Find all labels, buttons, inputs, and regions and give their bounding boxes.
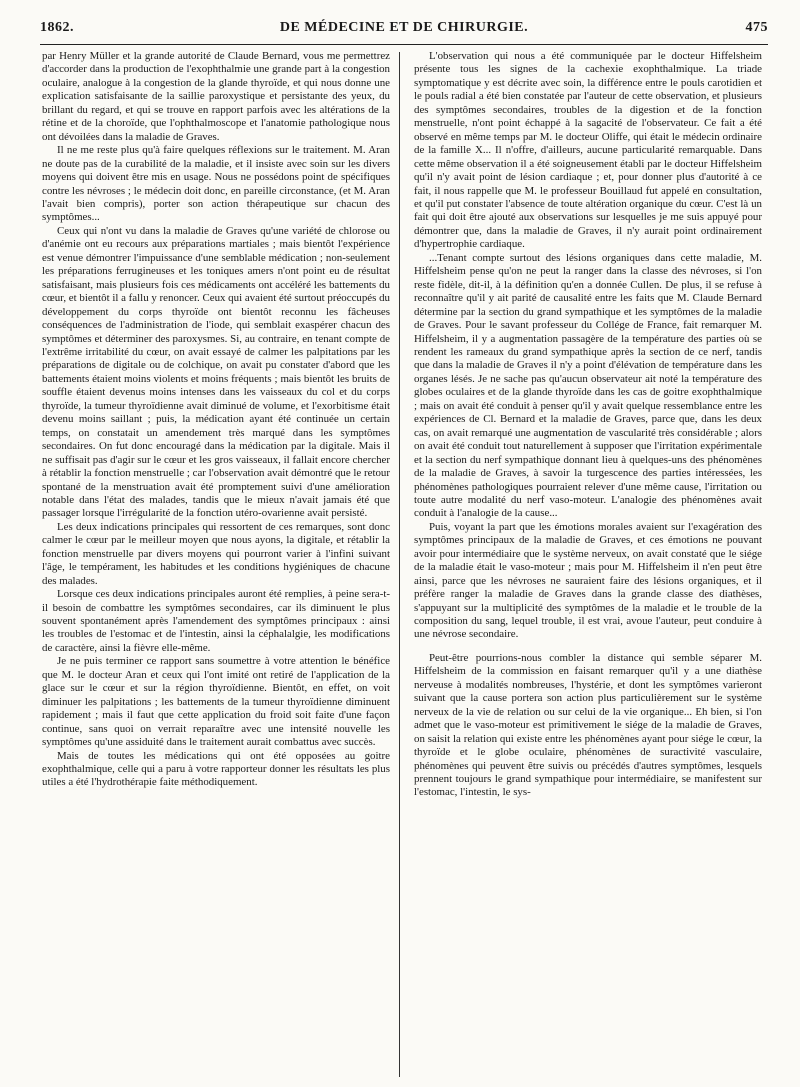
paragraph: Les deux indications principales qui ressortent de ces remarques, sont donc calmer le cœur par le meilleur moyen que nous ayons, la digitale, et rétablir la fonction menstruelle par divers moyens qui pourront varier à l'infini suivant l'âge, le tempérament, les habitudes et les conditions hygiéniques de chacune des malades. xyxy=(42,520,390,587)
paragraph: Il ne me reste plus qu'à faire quelques réflexions sur le traitement. M. Aran ne doute pas de la curabilité de la maladie, et il insiste avec soin sur les divers moyens qui doivent être mis en usage. Nous ne possédons point de spécifiques contre les névroses ; le médecin doit donc, en pareille circonstance, (et M. Aran l'avait bien compris), porter son action thérapeutique sur chacun des symptômes... xyxy=(42,144,390,224)
right-column xyxy=(414,50,762,800)
paragraph: Mais de toutes les médications qui ont été opposées au goitre exophthalmique, celle qui a paru à votre rapporteur donner les résultats les plus utiles a été l'hydrothérapie faite méthodiquement. xyxy=(42,749,390,789)
paragraph: Puis, voyant la part que les émotions morales avaient sur l'exagération des symptômes principaux de la maladie de Graves, et ces émotions ne pouvant avoir pour intermédiaire que le système nerveux, on avait constaté que le siége de la maladie était le vaso-moteur ; mais pour M. Hiffelsheim il n'en peut être ainsi, parce que les névroses ne sauraient faire des lésions organiques, et il préfère ranger la maladie de Graves dans la grande classe des diathèses, s'appuyant sur la multiplicité des symptômes de la maladie et le trouble de la composition du sang, lequel trouble, il est vrai, avoue l'auteur, peut conduire à une névrose secondaire. xyxy=(414,520,762,641)
paragraph: Ceux qui n'ont vu dans la maladie de Graves qu'une variété de chlorose ou d'anémie ont eu recours aux préparations martiales ; mais bientôt l'expérience est venue démontrer l'impuissance d'une semblable médication ; non-seulement les préparations ferrugineuses et les toniques amers n'ont point eu de résultat satisfaisant, mais plusieurs fois ces médicaments ont accéléré les battements du cœur, et bientôt il a fallu y renoncer. Ceux qui avaient été surtout préoccupés du développement du corps thyroïde ont bientôt reconnu les fâcheuses conséquences de l'administration de l'iode, qui semblait exaspérer chacun des symptômes et déterminer des paroxysmes. Si, au contraire, en tenant compte de l'extrême irritabilité du cœur, on avait essayé de calmer les palpitations par les préparations de digitale ou de colchique, on avait pu constater d'abord que les battements étaient moins violents et moins fréquents ; mais bientôt les bruits de souffle étaient devenus moins intenses dans les vaisseaux du col et du corps thyroïde, la tumeur thyroïdienne avait diminué de volume, et l'exorbitisme était devenu moins saillant ; puis, la médication ayant été continuée un certain temps, on constatait un amendement très marqué dans les symptômes secondaires. On fut donc encouragé dans la médication par la digitale. Mais il ne suffisait pas d'agir sur le cœur et les gros vaisseaux, il fallait encore chercher à rétablir la fonction menstruelle ; car l'observation avait démontré que le retour spontané de la menstruation avait été promptement suivi d'une amélioration notable dans l'état des malades, tandis que le mieux n'avait jamais été que passager lorsque l'irrégularité de la fonction utéro-ovarienne avait persisté. xyxy=(42,224,390,520)
header-year: 1862. xyxy=(40,20,74,35)
paragraph: ...Tenant compte surtout des lésions organiques dans cette maladie, M. Hiffelsheim pense qu'on ne peut la ranger dans la classe des névroses, si l'on reste fidèle, dit-il, à la définition qu'en a donnée Cullen. De plus, il se refuse à reconnaître qu'il y ait parité de causalité entre les faits que M. Claude Bernard détermine par la section du grand sympathique et les symptômes de la maladie de Graves. Pour le savant professeur du Collége de France, fait remarquer M. Hiffelsheim, il y a augmentation passagère de la température des parties où se rendent les rameaux du grand sympathique après la section de ce nerf, tandis que dans la maladie de Graves il n'y a point d'élévation de température dans les organes lésés. Je ne sache pas qu'aucun observateur ait noté la température des globes oculaires et de la glande thyroïde dans les cas de goitre exophthalmique ; mais on avait été conduit à penser qu'il y avait quelque ressemblance entre les expériences de Cl. Bernard et la maladie de Graves, parce que, dans les deux cas, on avait remarqué une augmentation de vascularité très considérable ; alors on avait été conduit tout naturellement à supposer que l'irritation expérimentale et la section du nerf sympathique donnant lieu à quelques-uns des phénomènes de la maladie de Graves, à savoir la turgescence des parties intéressées, les phénomènes pathologiques pourraient relever d'une même cause, l'irritation ou toute autre modalité du nerf vaso-moteur. L'analogie des phénomènes avait conduit à l'analogie de la cause... xyxy=(414,251,762,520)
column-divider xyxy=(399,52,400,1077)
paragraph: Lorsque ces deux indications principales auront été remplies, à peine sera-t-il besoin de combattre les symptômes secondaires, car ils diminuent le plus souvent spontanément après l'amendement des symptômes principaux : ainsi les troubles de l'estomac et de l'intestin, ainsi la céphalalgie, les modifications de caractère, ainsi la fièvre elle-même. xyxy=(42,588,390,654)
paragraph: L'observation qui nous a été communiquée par le docteur Hiffelsheim présente tous les signes de la cachexie exophthalmique. La triade symptomatique y est décrite avec soin, la différence entre le pouls carotidien et le pouls radial a été bien constatée par l'auteur de cette observation, et plusieurs des symptômes secondaires, troubles de la digestion et de la fonction menstruelle, n'ont point échappé à la sagacité de l'observateur. Ce fait a été observé en même temps par M. le docteur Oliffe, qui était le médecin ordinaire de la famille X... Il n'offre, d'ailleurs, aucune particularité remarquable. Dans cette même observation il a été soigneusement établi par le docteur Hiffelsheim qu'il n'y avait point de lésion cardiaque ; et, pour donner plus d'autorité à ce fait, il nous rappelle que M. le professeur Bouillaud fut appelé en consultation, et qu'il put constater l'absence de toute altération organique du cœur. C'est là un fait qui doit être ajouté aux observations sur lesquelles je me suis appuyé pour démontrer que, dans la maladie de Graves, il n'y aurait point ordinairement d'hypertrophie cardiaque. xyxy=(414,50,762,251)
paragraph: Je ne puis terminer ce rapport sans soumettre à votre attention le bénéfice que M. le docteur Aran et ceux qui l'ont imité ont retiré de l'application de la glace sur le cœur et sur la région thyroïdienne. Bientôt, en effet, on voit diminuer les palpitations ; les battements de la tumeur thyroïdienne diminuent rapidement ; mais il faut que cette application du froid soit faite d'une façon continue, sans quoi on verrait reparaître avec une intensité nouvelle les symptômes qu'une assiduité dans le traitement aurait combattus avec succès. xyxy=(42,655,390,749)
header-title: DE MÉDECINE ET DE CHIRURGIE. xyxy=(279,20,529,35)
left-column xyxy=(42,50,390,790)
paragraph: Peut-être pourrions-nous combler la distance qui semble séparer M. Hiffelsheim de la commission en faisant remarquer qu'il y a une diathèse nerveuse à modalités nombreuses, l'hystérie, et dont les symptômes varieront suivant que la cause portera son action plus particulièrement sur le système nerveux de la vie de relation ou sur celui de la vie organique... Eh bien, si l'on admet que le vaso-moteur est primitivement le siége de la maladie de Graves, on saisit la relation qui existe entre les phénomènes ayant pour siége le cœur, la thyroïde et le globe oculaire, phénomènes de suractivité vasculaire, phénomènes qui peuvent être suivis ou précédés d'autres symptômes, lesquels prennent toujours le grand sympathique pour intermédiaire, se manifestent sur l'estomac, l'intestin, le sys- xyxy=(414,651,762,799)
paragraph: par Henry Müller et la grande autorité de Claude Bernard, vous me permettrez d'accorder dans la production de l'exophthalmie une grande part à la congestion oculaire, analogue à la congestion de la glande thyroïde, et qui nous donne une explication satisfaisante de la saillie paroxystique et persistante des yeux, du brillant du regard, et qui se trouve en rapport parfois avec les altérations de la rétine et de la choroïde, que l'ophthalmoscope et l'anatomie pathologique nous ont dévoilées dans la maladie de Graves. xyxy=(42,50,390,143)
header-rule xyxy=(40,44,768,45)
running-header xyxy=(40,14,768,40)
page-number: 475 xyxy=(745,20,768,35)
